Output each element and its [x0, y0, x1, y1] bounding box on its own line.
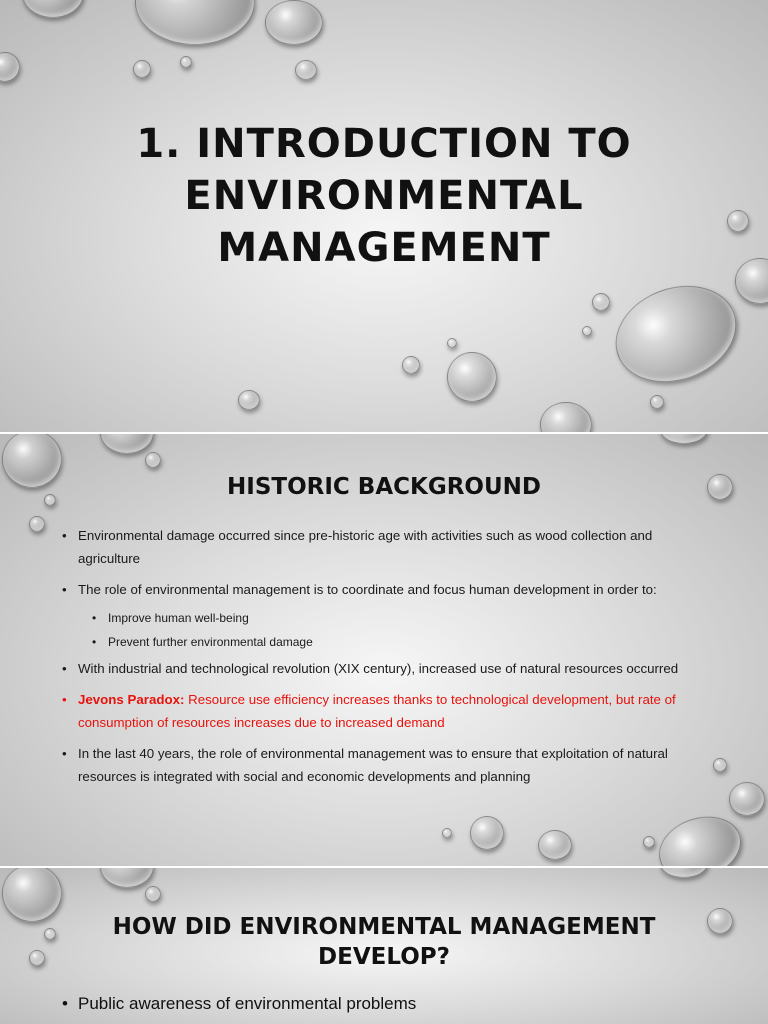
- water-droplet: [592, 293, 610, 311]
- water-droplet: [660, 868, 708, 878]
- sub-bullet-item: • Improve human well-being: [92, 609, 712, 627]
- water-droplet: [650, 395, 664, 409]
- water-droplet: [447, 338, 457, 348]
- bullet-item: • Public awareness of environmental problems: [62, 994, 416, 1014]
- water-droplet: [540, 402, 592, 432]
- water-droplet: [442, 828, 452, 838]
- slide-heading: [0, 912, 768, 972]
- water-droplet: [447, 352, 497, 402]
- title-line: ENVIRONMENTAL: [184, 173, 584, 219]
- heading-line: HOW DID ENVIRONMENTAL MANAGEMENT: [112, 914, 656, 940]
- water-droplet: [145, 886, 161, 902]
- slide-title: [0, 118, 768, 274]
- historic-background-slide: [0, 434, 768, 866]
- water-droplet: [145, 452, 161, 468]
- water-droplet: [643, 836, 655, 848]
- water-droplet: [100, 868, 154, 888]
- water-droplet: [402, 356, 420, 374]
- water-droplet: [133, 60, 151, 78]
- development-slide: [0, 868, 768, 1024]
- sub-bullet-item: • Prevent further environmental damage: [92, 633, 712, 651]
- water-droplet: [295, 60, 317, 80]
- bullet-list: [62, 524, 712, 796]
- bullet-item: • With industrial and technological revolution (XIX century), increased use of natural resources occurred: [62, 657, 712, 680]
- water-droplet: [713, 758, 727, 772]
- water-droplet: [470, 816, 504, 850]
- jevons-text: Resource use efficiency increases thanks to technological development, but rate of consumption of resources increases due to increased demand: [78, 692, 676, 730]
- water-droplet: [29, 516, 45, 532]
- water-droplet: [0, 52, 20, 82]
- bullet-item: • In the last 40 years, the role of environmental management was to ensure that exploitation of natural resources is integrated with social and economic developments and planning: [62, 742, 712, 788]
- slide-heading: HISTORIC BACKGROUND: [227, 474, 541, 500]
- title-line: MANAGEMENT: [217, 225, 551, 271]
- water-droplet: [729, 782, 765, 816]
- water-droplet: [238, 390, 260, 410]
- water-droplet: [265, 0, 323, 45]
- water-droplet: [582, 326, 592, 336]
- water-droplet: [660, 434, 708, 444]
- water-droplet: [22, 0, 84, 18]
- heading-line: DEVELOP?: [318, 944, 450, 970]
- water-droplet: [602, 270, 750, 399]
- water-droplet: [651, 806, 749, 866]
- water-droplet: [135, 0, 255, 45]
- water-droplet: [180, 56, 192, 68]
- bullet-item: • The role of environmental management is to coordinate and focus human development in order to:: [62, 578, 712, 601]
- water-droplet: [100, 434, 154, 454]
- title-line: 1. INTRODUCTION TO: [136, 121, 632, 167]
- bullet-item: • Environmental damage occurred since pre-historic age with activities such as wood collection and agriculture: [62, 524, 712, 570]
- jevons-label: Jevons Paradox:: [78, 692, 185, 707]
- water-droplet: [538, 830, 572, 860]
- jevons-paradox-bullet: [62, 688, 712, 734]
- title-slide: [0, 0, 768, 432]
